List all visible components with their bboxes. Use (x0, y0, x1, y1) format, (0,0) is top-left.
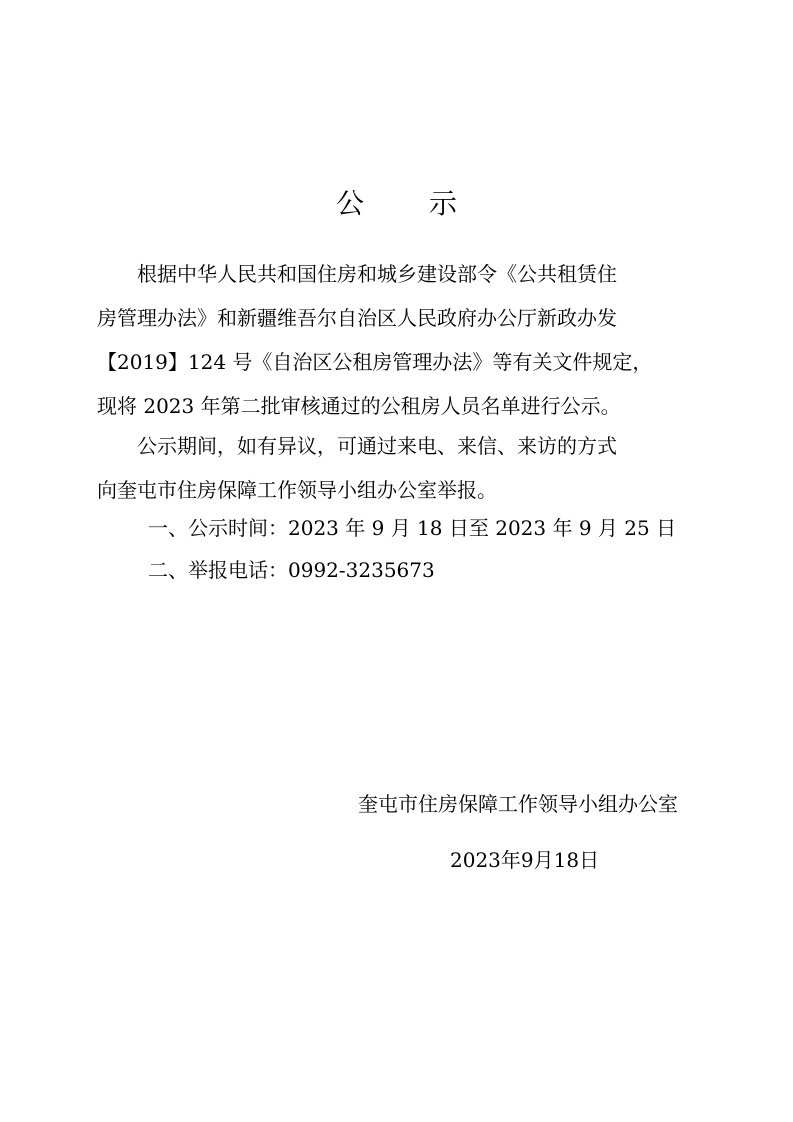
paragraph-line: 现将 2023 年第二批审核通过的公租房人员名单进行公示。 (97, 394, 621, 418)
signature-organization: 奎屯市住房保障工作领导小组办公室 (358, 792, 678, 816)
paragraph-line: 公示期间，如有异议，可通过来电、来信、来访的方式 (137, 434, 617, 458)
paragraph-line: 【2019】124 号《自治区公租房管理办法》等有关文件规定， (97, 350, 653, 374)
page-title: 公 示 (336, 187, 485, 220)
paragraph-line: 向奎屯市住房保障工作领导小组办公室举报。 (97, 478, 497, 502)
publicity-period-item: 一、公示时间：2023 年 9 月 18 日至 2023 年 9 月 25 日 (148, 516, 677, 540)
paragraph-line: 根据中华人民共和国住房和城乡建设部令《公共租赁住 (137, 262, 617, 286)
paragraph-announcement (97, 252, 667, 428)
paragraph-objection (97, 424, 667, 512)
signature-date: 2023年9月18日 (450, 848, 600, 872)
report-phone-item: 二、举报电话：0992-3235673 (148, 558, 435, 582)
paragraph-line: 房管理办法》和新疆维吾尔自治区人民政府办公厅新政办发 (97, 306, 617, 330)
